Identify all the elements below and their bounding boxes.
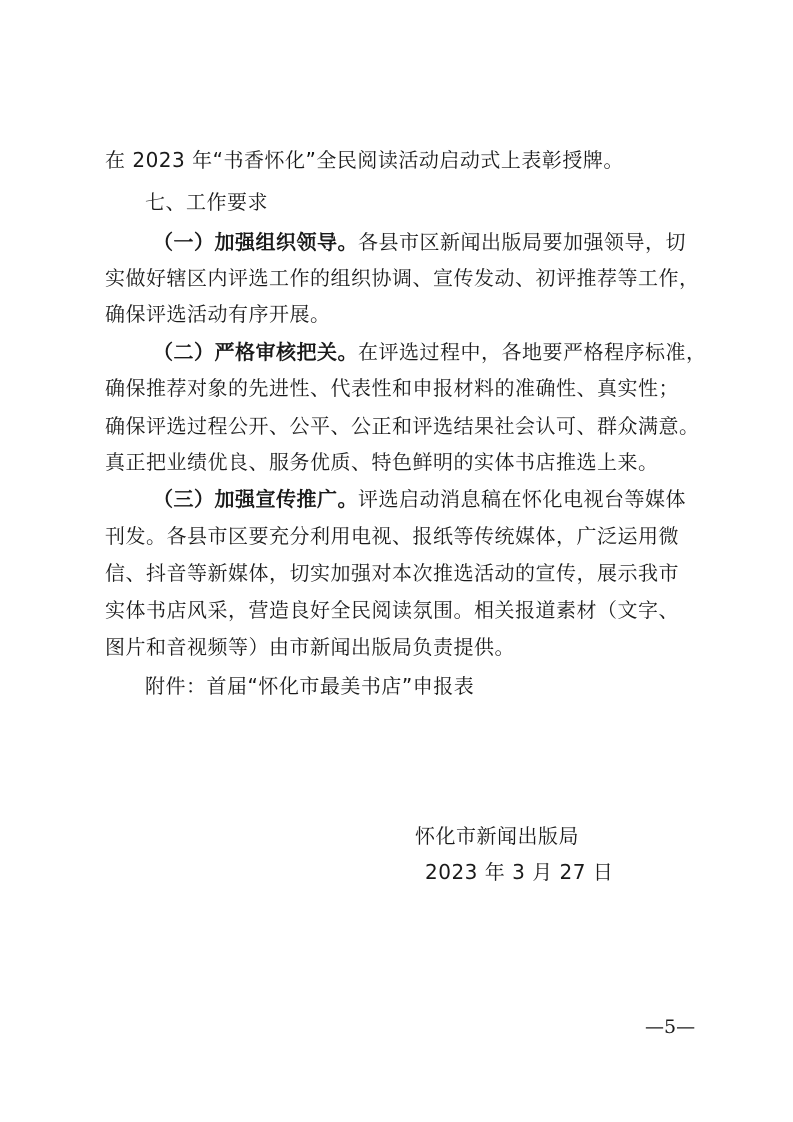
requirement-2-line: 确保评选过程公开、公平、公正和评选结果社会认可、群众满意。 (105, 414, 700, 438)
requirement-1-text: 各县市区新闻出版局要加强领导，切 (358, 230, 686, 254)
page-number: —5— (645, 1016, 696, 1038)
requirement-2-text: 在评选过程中，各地要严格程序标准， (358, 340, 707, 364)
requirement-2-line: 真正把业绩优良、服务优质、特色鲜明的实体书店推选上来。 (105, 450, 659, 474)
requirement-2-title: （二）严格审核把关。 (153, 340, 358, 364)
requirement-3-line: 信、抖音等新媒体，切实加强对本次推选活动的宣传，展示我市 (105, 561, 679, 585)
issuer-name: 怀化市新闻出版局 (415, 824, 579, 848)
requirement-3-text: 评选启动消息稿在怀化电视台等媒体 (358, 487, 686, 511)
requirement-3-line: 实体书店风采，营造良好全民阅读氛围。相关报道素材（文字、 (105, 598, 679, 622)
requirement-1-line: 确保评选活动有序开展。 (105, 302, 331, 326)
requirement-3-first-line (153, 485, 686, 513)
requirement-3-title: （三）加强宣传推广。 (153, 487, 358, 511)
issue-date: 2023 年 3 月 27 日 (425, 860, 614, 884)
requirement-1-line: 实做好辖区内评选工作的组织协调、宣传发动、初评推荐等工作， (105, 266, 700, 290)
opening-line: 在 2023 年“书香怀化”全民阅读活动启动式上表彰授牌。 (105, 148, 624, 172)
requirement-1-title: （一）加强组织领导。 (153, 230, 358, 254)
attachment-line: 附件：首届“怀化市最美书店”申报表 (145, 674, 475, 698)
requirement-3-line: 刊发。各县市区要充分利用电视、报纸等传统媒体，广泛运用微 (105, 524, 679, 548)
requirement-2-first-line (153, 338, 707, 366)
section-heading: 七、工作要求 (145, 190, 268, 214)
requirement-2-line: 确保推荐对象的先进性、代表性和申报材料的准确性、真实性； (105, 376, 679, 400)
requirement-3-line: 图片和音视频等）由市新闻出版局负责提供。 (105, 635, 515, 659)
requirement-1-first-line (153, 228, 686, 256)
